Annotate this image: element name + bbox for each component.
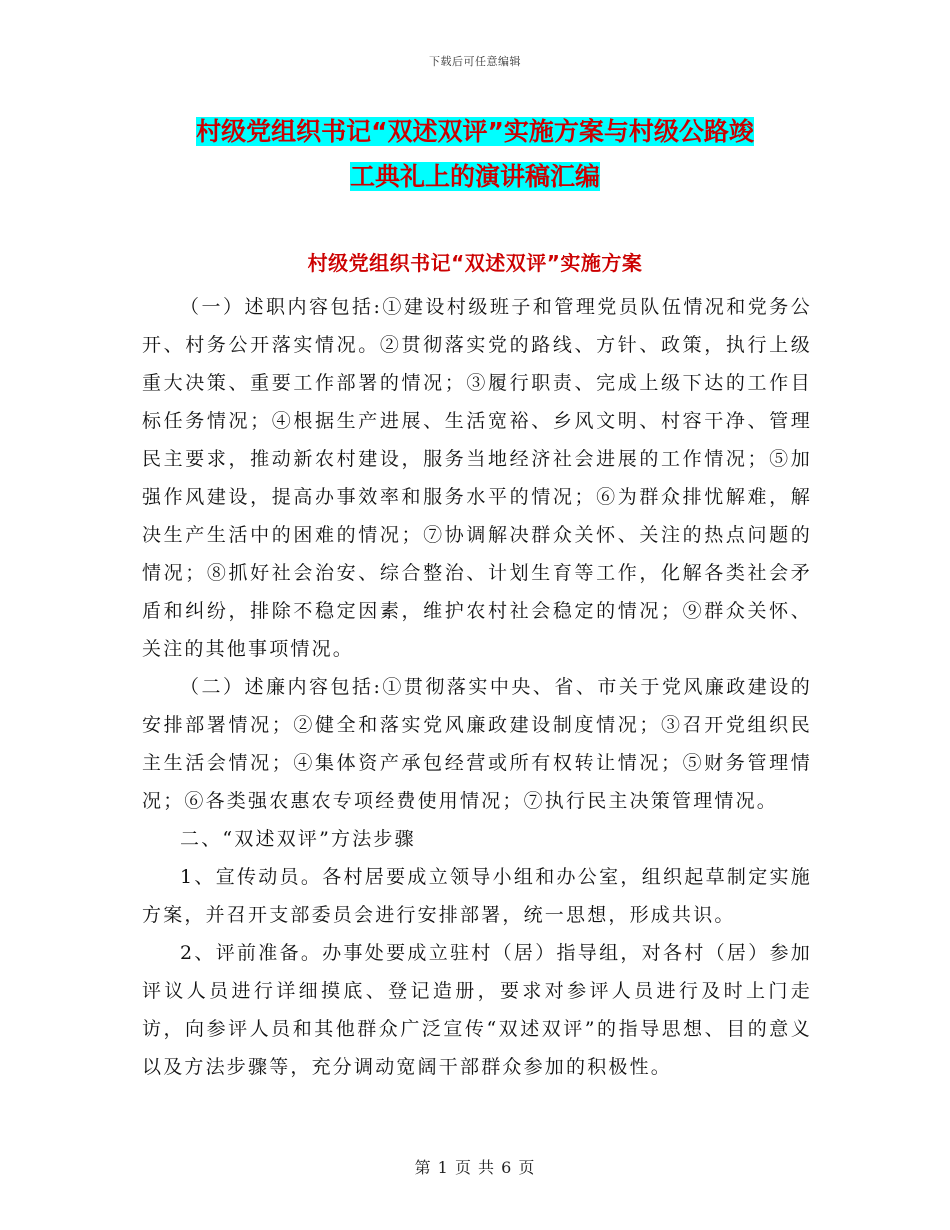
paragraph-step-1: 1、宣传动员。各村居要成立领导小组和办公室，组织起草制定实施方案，并召开支部委员会进行安排部署，统一思想，形成共识。: [142, 866, 812, 926]
paragraph-step-2: 2、评前准备。办事处要成立驻村（居）指导组，对各村（居）参加评议人员进行详细摸底、登记造册，要求对参评人员进行及时上门走访，向参评人员和其他群众广泛宣传“双述双评”的指导思想、目的意义以及方法步骤等，充分调动宽阔干部群众参加的积极性。: [142, 942, 812, 1078]
page-header-note: 下载后可任意编辑: [429, 55, 521, 68]
document-body: [142, 288, 812, 1086]
paragraph-duty-report: （一）述职内容包括:①建设村级班子和管理党员队伍情况和党务公开、村务公开落实情况。②贯彻落实党的路线、方针、政策，执行上级重大决策、重要工作部署的情况；③履行职责、完成上级下达的工作目标任务情况；④根据生产进展、生活宽裕、乡风文明、村容干净、管理民主要求，推动新农村建设，服务当地经济社会进展的工作情况；⑤加强作风建设，提高办事效率和服务水平的情况；⑥为群众排忧解难，解决生产生活中的困难的情况；⑦协调解决群众关怀、关注的热点问题的情况；⑧抓好社会治安、综合整治、计划生育等工作，化解各类社会矛盾和纠纷，排除不稳定因素，维护农村社会稳定的情况；⑨群众关怀、关注的其他事项情况。: [142, 296, 812, 660]
paragraph-integrity-report: （二）述廉内容包括:①贯彻落实中央、省、市关于党风廉政建设的安排部署情况；②健全和落实党风廉政建设制度情况；③召开党组织民主生活会情况；④集体资产承包经营或所有权转让情况；⑤财务管理情况；⑥各类强农惠农专项经费使用情况；⑦执行民主决策管理情况。: [142, 676, 812, 812]
paragraph-method-heading: 二、“双述双评”方法步骤: [180, 828, 416, 850]
document-title: [140, 109, 810, 199]
page-footer: 第 1 页 共 6 页: [414, 1158, 536, 1177]
title-line-2: 工典礼上的演讲稿汇编: [349, 162, 600, 191]
section-title: 村级党组织书记“双述双评”实施方案: [307, 251, 643, 275]
title-line-1: 村级党组织书记“双述双评”实施方案与村级公路竣: [196, 117, 754, 146]
